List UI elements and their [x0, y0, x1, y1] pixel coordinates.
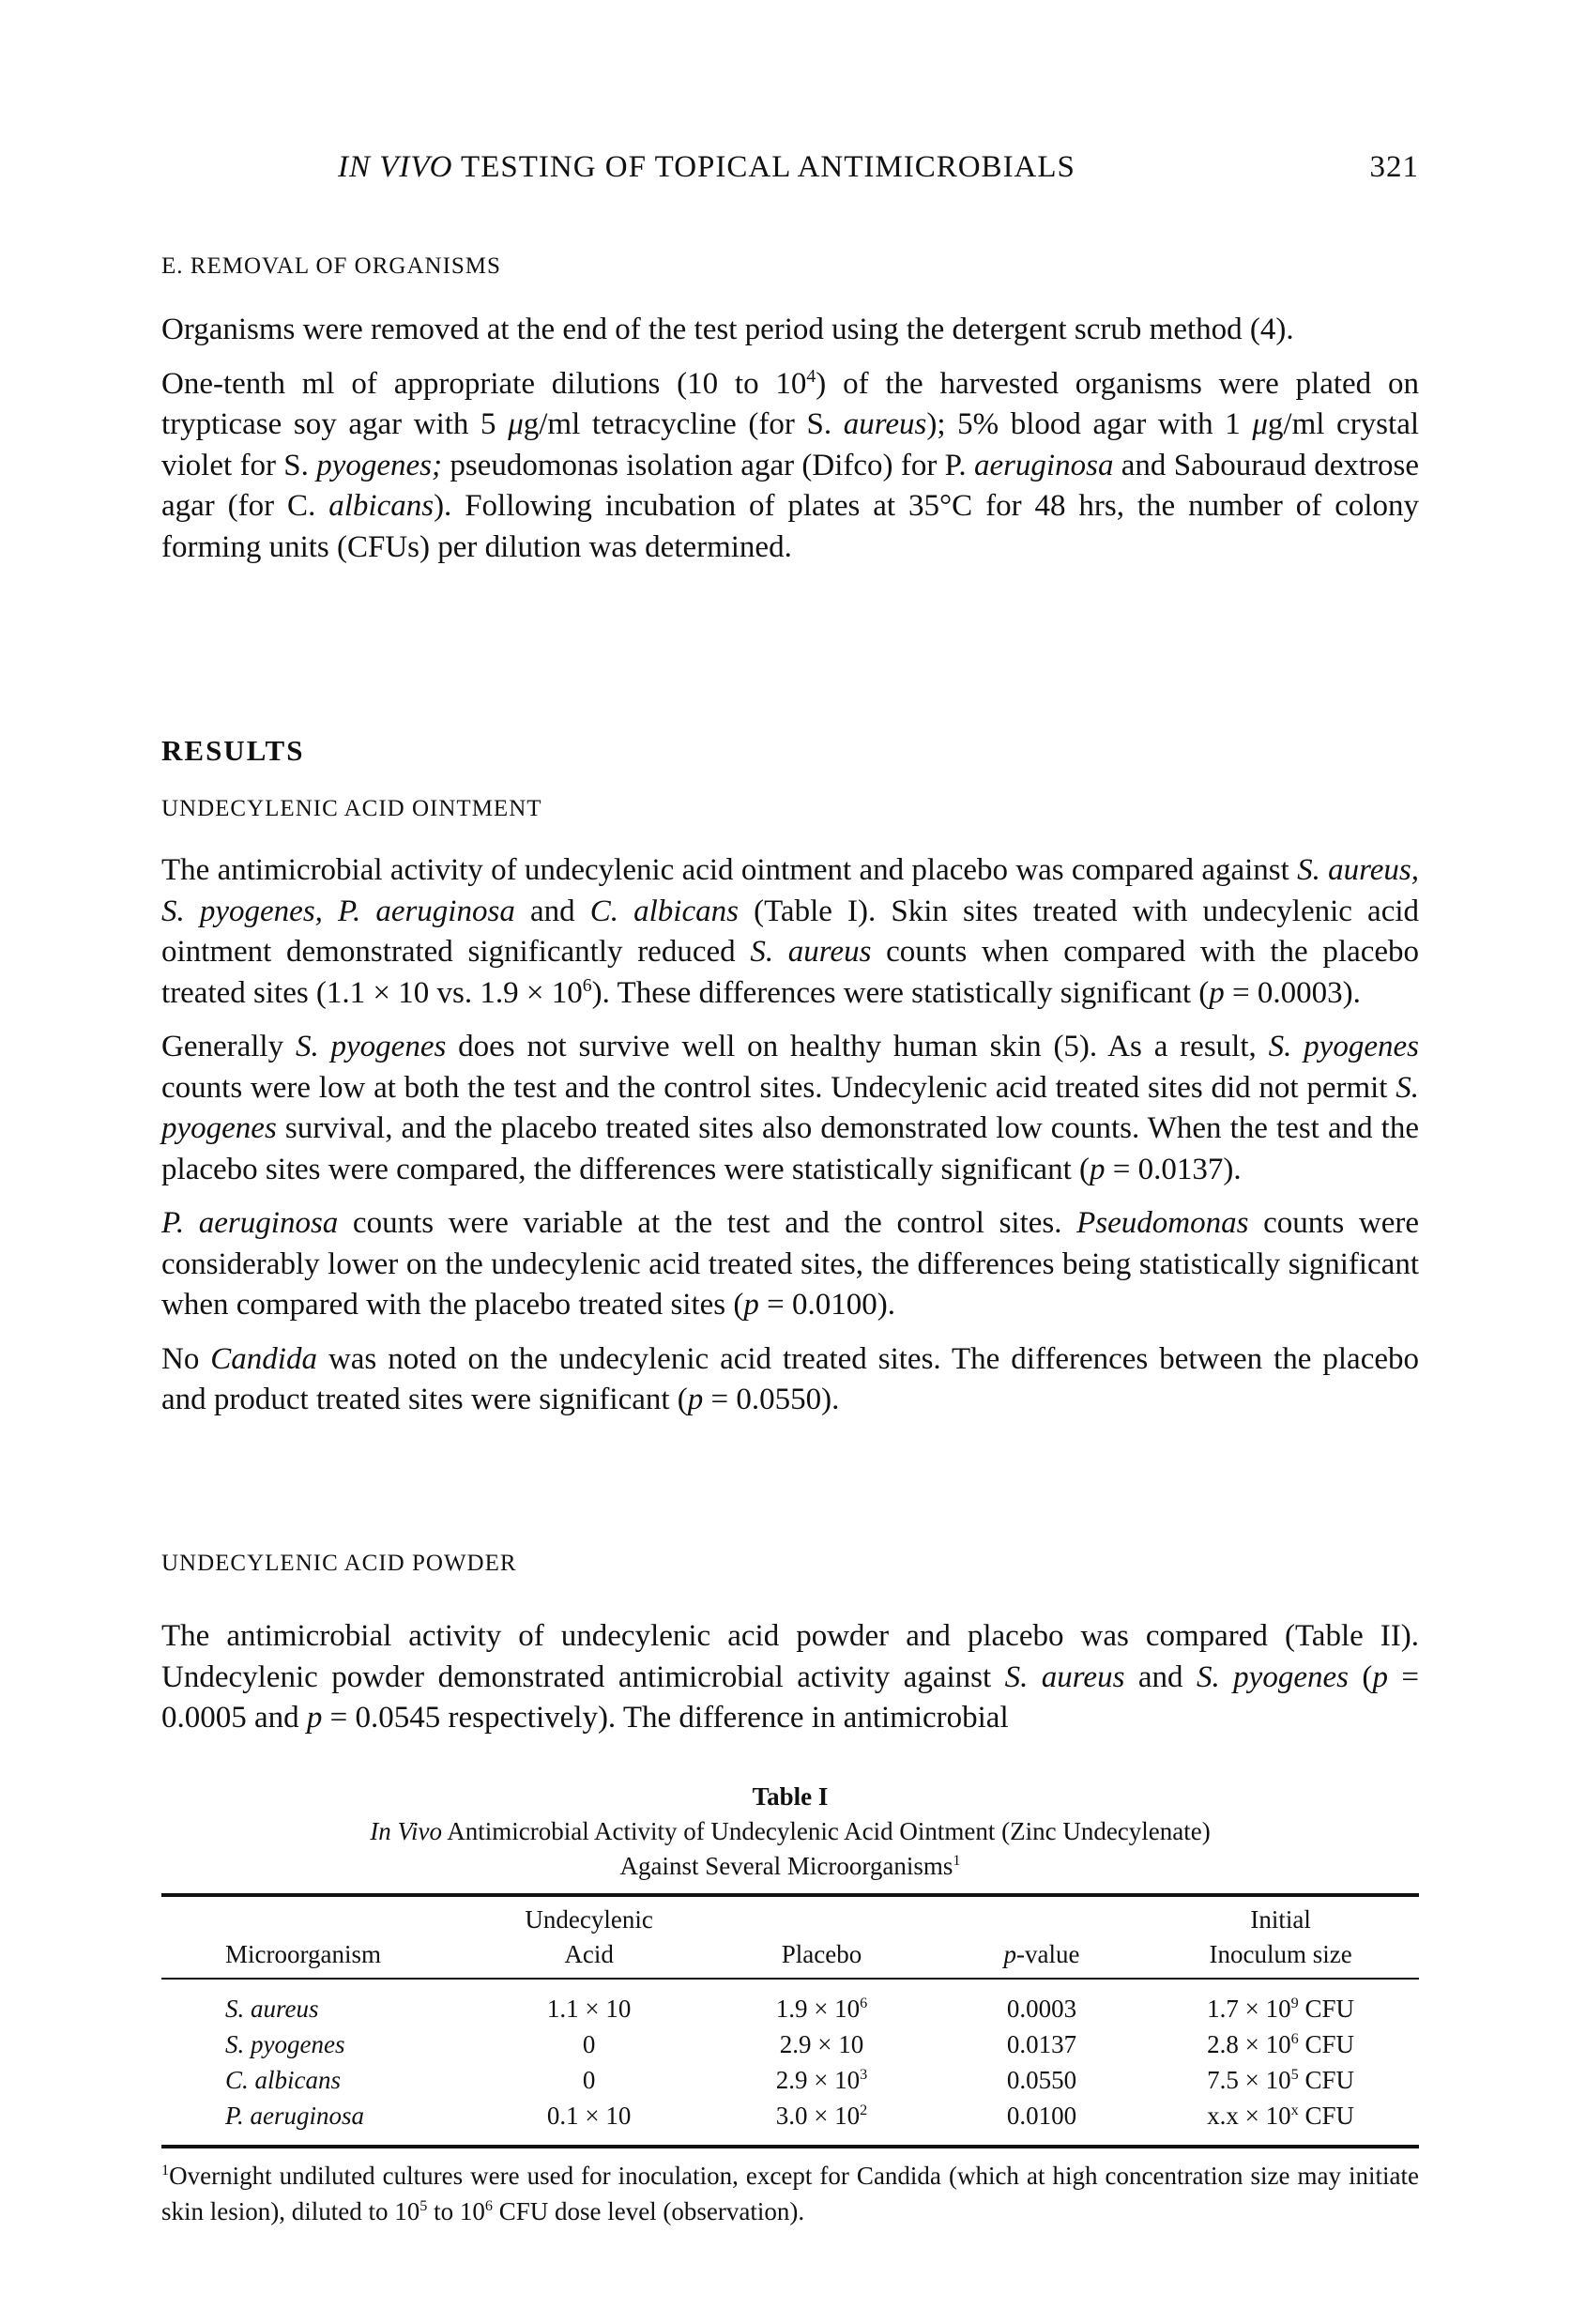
paragraph	[161, 850, 1419, 1014]
italic-text: C. albicans	[589, 894, 739, 928]
cell-text: 0	[582, 2030, 596, 2058]
cell-text: CFU	[1298, 2102, 1355, 2130]
cell-organism	[161, 2062, 476, 2098]
paragraph	[161, 364, 1419, 569]
text-run: (Table I). Skin sites treated with undecylenic acid ointment demonstrated significantly reduced	[161, 894, 1420, 969]
paragraph	[161, 310, 1419, 351]
cell-text: 7.5 × 10	[1207, 2066, 1291, 2094]
cell-text: 0.0100	[1006, 2102, 1077, 2130]
cell-text: S. aureus	[225, 1995, 319, 2023]
cell-text: 1.9 × 10	[775, 1995, 861, 2023]
page-number: 321	[1369, 150, 1419, 184]
column-header-line	[941, 1903, 1142, 1937]
results-heading: RESULTS	[161, 734, 305, 767]
italic-text: μ	[1252, 407, 1268, 441]
cell-placebo	[702, 2026, 941, 2062]
table-footnote	[161, 2158, 1419, 2229]
cell-placebo	[702, 2098, 941, 2147]
cell-text: CFU	[1298, 2066, 1355, 2094]
table-row	[161, 2062, 1419, 2098]
caption-line2: Against Several Microorganisms	[619, 1852, 953, 1880]
exponent: 6	[1290, 2030, 1299, 2047]
text-run: = 0.0003).	[1224, 975, 1361, 1010]
text-run: Generally	[161, 1030, 296, 1063]
cell-acid	[476, 2026, 702, 2062]
data-table	[161, 1893, 1419, 2148]
running-title-rest: TESTING OF TOPICAL ANTIMICROBIALS	[452, 150, 1075, 184]
text-run: g/ml tetracycline (for S.	[523, 407, 844, 441]
text-run: The antimicrobial activity of undecylenic acid powder and placebo was compared (Table II). Undecylenic powder demonstrated antimicrobial activity against	[161, 1619, 1419, 1694]
italic-text: μ	[508, 407, 524, 441]
italic-text: S. aureus, S. pyogenes, P. aeruginosa	[161, 853, 1419, 928]
column-header-line: Inoculum size	[1209, 1940, 1352, 1968]
table-header-row	[161, 1895, 1419, 1979]
caption-rest: Antimicrobial Activity of Undecylenic Acid Ointment (Zinc Undecylenate)	[441, 1817, 1211, 1845]
italic-text: S. aureus	[750, 935, 872, 969]
cell-organism	[161, 2098, 476, 2147]
cell-acid	[476, 2098, 702, 2147]
cell-text: S. pyogenes	[225, 2030, 345, 2058]
text-run: and	[1124, 1659, 1197, 1694]
running-title	[338, 150, 1075, 185]
text-run: and Sabouraud dextrose agar (for C.	[161, 448, 1419, 523]
italic-text: p	[743, 1288, 759, 1322]
superscript: 1	[161, 2162, 170, 2179]
cell-text: 0	[582, 2066, 596, 2094]
text-run: (	[1348, 1659, 1373, 1694]
italic-text: S. pyogenes	[1196, 1659, 1349, 1694]
exponent: 5	[1290, 2066, 1299, 2083]
italic-text: Pseudomonas	[1076, 1206, 1249, 1240]
table-body	[161, 1979, 1419, 2147]
text-run: CFU dose level (observation).	[492, 2197, 805, 2225]
cell-acid	[476, 1979, 702, 2026]
column-header-line: Initial	[1250, 1905, 1311, 1934]
text-run: = 0.0545 respectively). The difference in antimicrobial	[322, 1701, 1009, 1735]
italic-text: p	[687, 1383, 704, 1416]
column-header-line: p-value	[1003, 1940, 1080, 1968]
exponent: 3	[860, 2066, 868, 2083]
text-run: = 0.0005 and	[161, 1659, 1420, 1735]
exponent: 2	[860, 2102, 868, 2118]
cell-acid	[476, 2062, 702, 2098]
cell-text: x.x × 10	[1207, 2102, 1291, 2130]
table-row	[161, 2098, 1419, 2147]
italic-text: Candida	[210, 1341, 317, 1376]
text-run: g/ml crystal violet for S.	[161, 407, 1420, 482]
text-run: survival, and the placebo treated sites also demonstrated low counts. When the test and the placebo sites were compared, the differences were statistically significant (	[161, 1111, 1419, 1186]
column-header	[941, 1895, 1142, 1979]
cell-text: 0.0550	[1006, 2066, 1077, 2094]
text-run: counts when compared with the placebo treated sites (1.1 × 10 vs. 1.9 × 10	[161, 935, 1420, 1010]
exponent: 9	[1290, 1995, 1299, 2011]
exponent: x	[1290, 2102, 1299, 2118]
paragraph	[161, 1027, 1419, 1190]
superscript: 6	[582, 974, 592, 996]
cell-inoculum	[1142, 2062, 1419, 2098]
italic-text: aureus	[843, 407, 927, 441]
text-run: Organisms were removed at the end of the test period using the detergent scrub method (4).	[161, 313, 1294, 346]
cell-organism	[161, 2026, 476, 2062]
italic-text: pyogenes;	[316, 448, 442, 482]
cell-text: C. albicans	[225, 2066, 342, 2094]
ointment-body	[161, 850, 1419, 1421]
text-run: to 10	[427, 2197, 485, 2225]
text-run: counts were considerably lower on the undecylenic acid treated sites, the differences being statistically significant when compared with the placebo treated sites (	[161, 1206, 1419, 1322]
text-run: ); 5% blood agar with 1	[926, 407, 1253, 441]
text-run: No	[161, 1341, 211, 1376]
paragraph	[161, 1203, 1419, 1326]
cell-inoculum	[1142, 2026, 1419, 2062]
powder-body	[161, 1616, 1419, 1739]
column-header-line: Microorganism	[225, 1940, 381, 1968]
cell-p-value	[941, 2062, 1142, 2098]
table-caption	[161, 1814, 1419, 1849]
cell-text: 2.9 × 10	[775, 2066, 861, 2094]
cell-p-value	[941, 2098, 1142, 2147]
cell-text: 2.9 × 10	[779, 2030, 864, 2058]
caption-footnote-mark: 1	[953, 1852, 961, 1869]
subheading-powder: UNDECYLENIC ACID POWDER	[161, 1551, 517, 1576]
italic-text: S. pyogenes	[295, 1030, 447, 1063]
cell-text: 0.1 × 10	[546, 2102, 632, 2130]
superscript: 4	[806, 365, 816, 387]
italic-text: p	[306, 1701, 323, 1735]
text-run: = 0.0550).	[703, 1383, 840, 1416]
superscript: 6	[484, 2197, 493, 2214]
text-run: The antimicrobial activity of undecylenic acid ointment and placebo was compared against	[161, 853, 1298, 887]
italic-text: S. pyogenes	[1268, 1030, 1419, 1063]
italic-text: S. aureus	[1004, 1659, 1125, 1694]
text-run: does not survive well on healthy human skin (5). As a result,	[446, 1030, 1269, 1063]
table-1	[161, 1780, 1419, 2255]
italic-text: p	[1372, 1659, 1388, 1694]
column-header-line	[225, 1903, 476, 1937]
cell-text: CFU	[1298, 1995, 1355, 2023]
column-header	[476, 1895, 702, 1979]
italic-text: p	[1209, 975, 1225, 1010]
text-run: and	[514, 894, 590, 928]
text-run: pseudomonas isolation agar (Difco) for P.	[442, 448, 974, 482]
cell-text: 2.8 × 10	[1207, 2030, 1291, 2058]
section-heading-removal: E. REMOVAL OF ORGANISMS	[161, 253, 501, 279]
table-caption-line2	[161, 1849, 1419, 1884]
table-row	[161, 1979, 1419, 2026]
cell-text: P. aeruginosa	[225, 2102, 365, 2130]
column-header	[161, 1895, 476, 1979]
running-title-italic: IN VIVO	[338, 150, 453, 184]
section-removal-body	[161, 310, 1419, 568]
column-header-line	[702, 1903, 941, 1937]
cell-organism	[161, 1979, 476, 2026]
paragraph	[161, 1616, 1419, 1739]
text-run: One-tenth ml of appropriate dilutions (10 to 10	[161, 366, 807, 401]
column-header	[1142, 1895, 1419, 1979]
text-run: ). These differences were statistically significant (	[591, 975, 1210, 1010]
cell-text: 1.1 × 10	[546, 1995, 632, 2023]
cell-text: CFU	[1298, 2030, 1355, 2058]
cell-p-value	[941, 1979, 1142, 2026]
cell-text: 1.7 × 10	[1207, 1995, 1291, 2023]
italic-text: S. pyogenes	[161, 1070, 1419, 1145]
text-run: ). Following incubation of plates at 35°C for 48 hrs, the number of colony forming units (CFUs) per dilution was determined.	[161, 489, 1420, 564]
text-run: was noted on the undecylenic acid treated sites. The differences between the placebo and product treated sites were significant (	[161, 1341, 1419, 1416]
table-row	[161, 2026, 1419, 2062]
text-run: counts were variable at the test and the control sites.	[338, 1206, 1077, 1240]
text-run: = 0.0100).	[758, 1288, 895, 1322]
cell-p-value	[941, 2026, 1142, 2062]
column-header-line: Placebo	[781, 1940, 862, 1968]
text-run: counts were low at both the test and the control sites. Undecylenic acid treated sites did not permit	[161, 1070, 1396, 1105]
text-run: Overnight undiluted cultures were used for inoculation, except for Candida (which at high concentration size may initiate skin lesion), diluted to 10	[161, 2162, 1419, 2225]
table-label: Table I	[752, 1782, 829, 1811]
column-header-line: Acid	[564, 1940, 614, 1968]
italic-text: albicans	[328, 489, 435, 523]
exponent: 6	[860, 1995, 868, 2011]
italic-text: p	[1090, 1152, 1106, 1186]
cell-inoculum	[1142, 1979, 1419, 2026]
caption-italic: In Vivo	[370, 1817, 442, 1845]
column-header	[702, 1895, 941, 1979]
cell-inoculum	[1142, 2098, 1419, 2147]
superscript: 5	[419, 2197, 428, 2214]
italic-text: P. aeruginosa	[161, 1206, 339, 1240]
text-run: ) of the harvested organisms were plated on trypticase soy agar with 5	[161, 366, 1419, 441]
cell-text: 3.0 × 10	[775, 2102, 861, 2130]
cell-placebo	[702, 1979, 941, 2026]
paragraph	[161, 1339, 1419, 1421]
column-header-line: Undecylenic	[525, 1905, 653, 1934]
italic-text: aeruginosa	[973, 448, 1114, 482]
cell-text: 0.0003	[1006, 1995, 1077, 2023]
text-run: = 0.0137).	[1105, 1152, 1242, 1186]
cell-placebo	[702, 2062, 941, 2098]
cell-text: 0.0137	[1006, 2030, 1077, 2058]
subheading-ointment: UNDECYLENIC ACID OINTMENT	[161, 796, 542, 821]
